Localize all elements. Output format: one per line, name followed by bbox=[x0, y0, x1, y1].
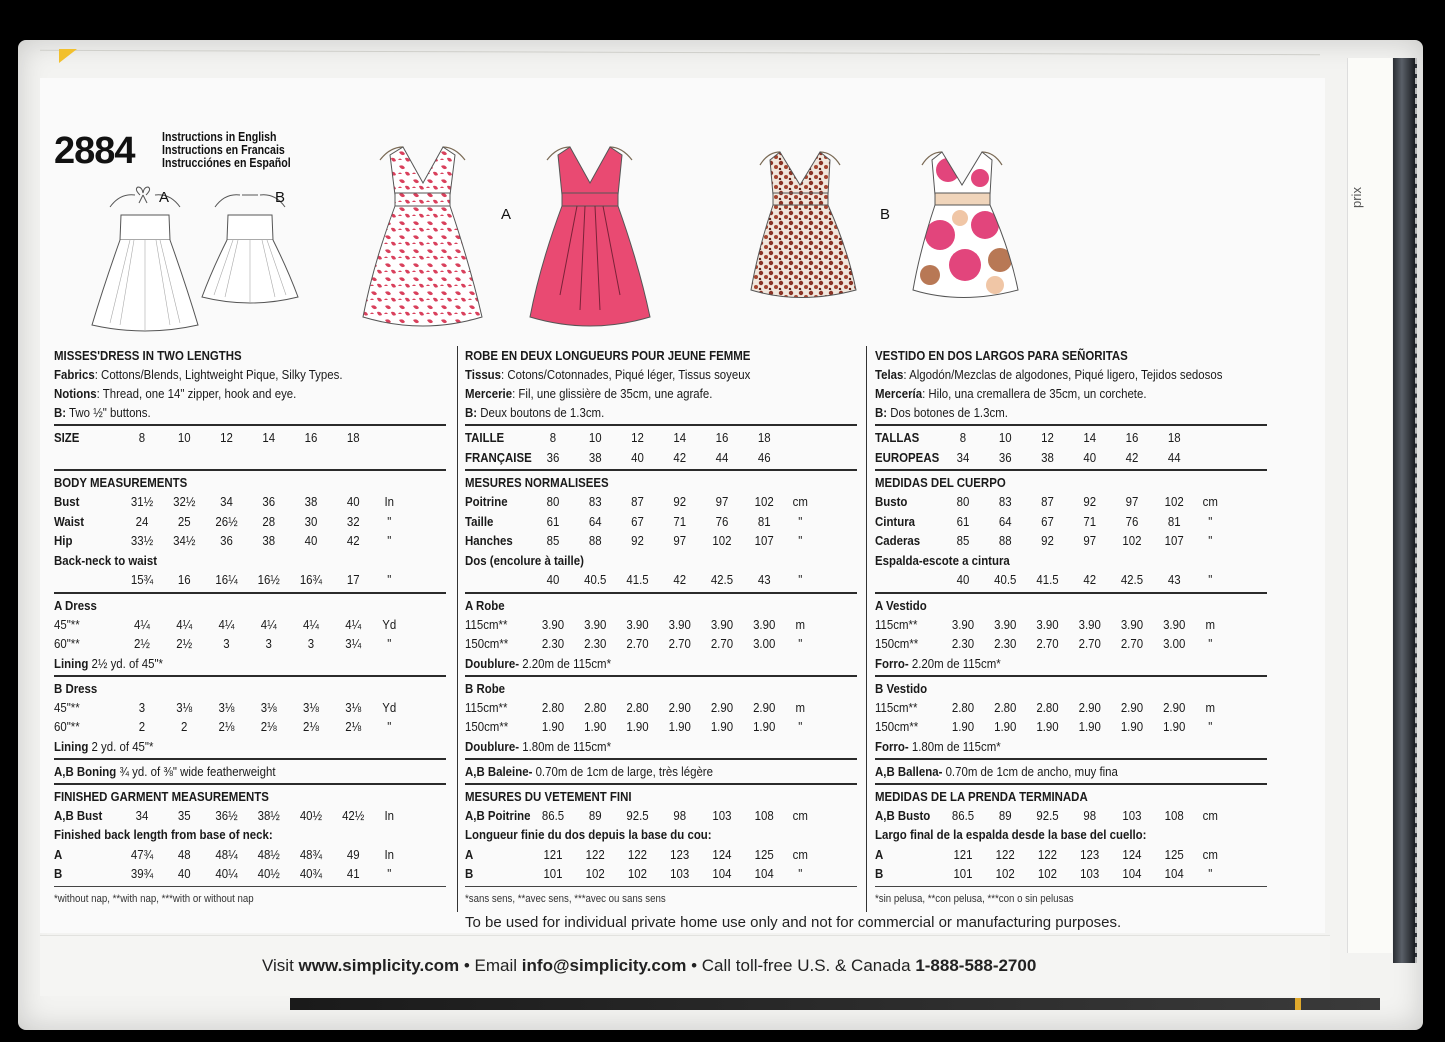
body-measurements-heading: MEDIDAS DEL CUERPO bbox=[875, 475, 1006, 490]
finished-length-row-a: A 121 122 122 123 124 125 cm bbox=[875, 846, 1218, 862]
back-length-row: 40 40.5 41.5 42 42.5 43 " bbox=[546, 572, 803, 587]
finished-length-label: Finished back length from base of neck: bbox=[54, 827, 273, 842]
envelope-dark-edge bbox=[1393, 58, 1417, 963]
bust-row: Bust 31½ 32½ 34 36 38 40 In bbox=[54, 494, 395, 509]
finished-length-row-a: A 121 122 122 123 124 125 cm bbox=[465, 846, 808, 862]
section-rule bbox=[465, 675, 857, 677]
back-length-label: Espalda-escote a cintura bbox=[875, 552, 1010, 568]
view-a-heading: A Dress bbox=[54, 597, 97, 613]
section-rule bbox=[54, 783, 446, 785]
view-b-notions-line: B: Deux boutons de 1.3cm. bbox=[465, 405, 605, 420]
view-a-yardage-row: 45"** 4¼ 4¼ 4¼ 4¼ 4¼ 4¼ Yd bbox=[54, 616, 397, 632]
view-a-yardage-row: 60"** 2½ 2½ 3 3 3 3¼ " bbox=[54, 636, 392, 651]
view-a-yardage-row: 150cm** 2.30 2.30 2.70 2.70 2.70 3.00 " bbox=[875, 636, 1213, 651]
size-row-spacer bbox=[54, 448, 446, 468]
price-label: prix bbox=[1349, 187, 1364, 208]
finished-length-row-b: B 39¾ 40 40¼ 40½ 40¾ 41 " bbox=[54, 866, 392, 881]
finished-bust-row: A,B Poitrine 86.5 89 92.5 98 103 108 cm bbox=[465, 807, 808, 823]
waist-row: Cintura 61 64 67 71 76 81 " bbox=[875, 513, 1213, 529]
section-rule bbox=[54, 758, 446, 760]
bust-row: Poitrine 80 83 87 92 97 102 cm bbox=[465, 494, 808, 509]
column-divider-2 bbox=[866, 346, 867, 912]
view-b-lining: Forro- 1.80m de 115cm* bbox=[875, 738, 1001, 754]
section-rule bbox=[465, 592, 857, 594]
view-b-notions-line: B: Two ½" buttons. bbox=[54, 405, 151, 420]
view-b-notions-line: B: Dos botones de 1.3cm. bbox=[875, 405, 1008, 420]
view-b-color-label: B bbox=[880, 206, 891, 223]
view-a-yardage-row: 150cm** 2.30 2.30 2.70 2.70 2.70 3.00 " bbox=[465, 636, 803, 651]
boning-line: A,B Boning ¾ yd. of ⅜" wide featherweight bbox=[54, 763, 276, 779]
view-b-large-floral-dress bbox=[910, 140, 1020, 305]
view-b-yardage-row: 150cm** 1.90 1.90 1.90 1.90 1.90 1.90 " bbox=[875, 719, 1213, 734]
section-rule bbox=[54, 675, 446, 677]
view-a-back-sketch bbox=[90, 185, 200, 335]
bust-row: Busto 80 83 87 92 97 102 cm bbox=[875, 494, 1218, 509]
view-a-lining: Forro- 2.20m de 115cm* bbox=[875, 655, 1001, 671]
finished-heading: MESURES DU VETEMENT FINI bbox=[465, 788, 632, 804]
column-divider-1 bbox=[457, 346, 458, 912]
view-a-heading: A Vestido bbox=[875, 597, 927, 613]
section-rule bbox=[875, 783, 1267, 785]
nap-footnote: *sin pelusa, **con pelusa, ***con o sin pelusas bbox=[875, 892, 1074, 905]
section-rule bbox=[465, 886, 857, 887]
hip-row: Hip 33½ 34½ 36 38 40 42 " bbox=[54, 533, 392, 548]
section-rule bbox=[465, 783, 857, 785]
section-rule bbox=[465, 758, 857, 760]
finished-length-label: Largo final de la espalda desde la base del cuello: bbox=[875, 827, 1147, 842]
yellow-tape-corner bbox=[59, 49, 77, 63]
instructions-english: Instructions in English bbox=[162, 130, 277, 144]
nap-footnote: *sans sens, **avec sens, ***avec ou sans sens bbox=[465, 892, 666, 905]
view-a-yardage-row: 115cm** 3.90 3.90 3.90 3.90 3.90 3.90 m bbox=[875, 616, 1216, 632]
email-link[interactable]: info@simplicity.com bbox=[521, 956, 687, 975]
section-rule bbox=[875, 886, 1267, 887]
tape-mark bbox=[1295, 998, 1301, 1010]
view-a-lining: Lining 2½ yd. of 45"* bbox=[54, 655, 163, 671]
section-rule bbox=[875, 469, 1267, 471]
waist-row: Taille 61 64 67 71 76 81 " bbox=[465, 513, 803, 529]
section-rule bbox=[54, 424, 446, 426]
section-rule bbox=[54, 469, 446, 471]
view-b-yardage-row: 45"** 3 3⅛ 3⅛ 3⅛ 3⅛ 3⅛ Yd bbox=[54, 699, 397, 715]
view-b-yardage-row: 150cm** 1.90 1.90 1.90 1.90 1.90 1.90 " bbox=[465, 719, 803, 734]
section-rule bbox=[875, 675, 1267, 677]
view-b-label: B bbox=[275, 189, 286, 206]
view-a-yardage-row: 115cm** 3.90 3.90 3.90 3.90 3.90 3.90 m bbox=[465, 616, 806, 632]
view-b-yardage-row: 115cm** 2.80 2.80 2.80 2.90 2.90 2.90 m bbox=[465, 699, 806, 715]
instruction-languages bbox=[162, 131, 291, 170]
fabrics-line: Tissus: Cotons/Cotonnades, Piqué léger, Tissus soyeux bbox=[465, 367, 751, 382]
view-a-label: A bbox=[159, 189, 170, 206]
view-b-leopard-dress bbox=[748, 140, 858, 305]
section-rule bbox=[875, 758, 1267, 760]
instructions-spanish: Instrucciónes en Español bbox=[162, 156, 291, 170]
view-b-heading: B Vestido bbox=[875, 680, 928, 696]
back-length-label: Dos (encolure à taille) bbox=[465, 552, 584, 568]
notions-line: Mercería: Hilo, una cremallera de 35cm, un corchete. bbox=[875, 386, 1147, 401]
fabrics-line: Telas: Algodón/Mezclas de algodones, Piqué ligero, Tejidos sedosos bbox=[875, 367, 1223, 382]
view-b-heading: B Robe bbox=[465, 680, 506, 696]
contact-line: Visit www.simplicity.com • Email info@simplicity.com • Call toll-free U.S. & Canada 1-888-588-2700 bbox=[262, 956, 1037, 975]
section-rule bbox=[465, 424, 857, 426]
view-b-yardage-row: 115cm** 2.80 2.80 2.80 2.90 2.90 2.90 m bbox=[875, 699, 1216, 715]
back-length-row: 15¾ 16 16¼ 16½ 16¾ 17 " bbox=[130, 572, 392, 587]
notions-line: Notions: Thread, one 14" zipper, hook and eye. bbox=[54, 386, 297, 401]
instructions-french: Instructions en Francais bbox=[162, 143, 285, 157]
column-spanish bbox=[875, 346, 1267, 908]
hip-row: Hanches 85 88 92 97 102 107 " bbox=[465, 533, 803, 548]
body-measurements-heading: BODY MEASUREMENTS bbox=[54, 475, 188, 490]
envelope-bottom-edge bbox=[290, 998, 1380, 1010]
view-a-lining: Doublure- 2.20m de 115cm* bbox=[465, 655, 612, 671]
european-size-row: FRANÇAISE 36 38 40 42 44 46 bbox=[465, 449, 771, 465]
view-a-heading: A Robe bbox=[465, 597, 505, 613]
fabrics-line: Fabrics: Cottons/Blends, Lightweight Pique, Silky Types. bbox=[54, 367, 343, 382]
website-link[interactable]: www.simplicity.com bbox=[298, 956, 460, 975]
size-row: SIZE 8 10 12 14 16 18 bbox=[54, 430, 360, 445]
section-rule bbox=[54, 592, 446, 594]
boning-line: A,B Baleine- 0.70m de 1cm de large, très légère bbox=[465, 763, 713, 779]
view-a-pink-dress bbox=[525, 135, 655, 330]
body-measurements-heading: MESURES NORMALISEES bbox=[465, 475, 609, 490]
column-english bbox=[54, 346, 446, 908]
view-b-yardage-row: 60"** 2 2 2⅛ 2⅛ 2⅛ 2⅛ " bbox=[54, 719, 392, 734]
pattern-number: 2884 bbox=[54, 130, 135, 172]
finished-bust-row: A,B Busto 86.5 89 92.5 98 103 108 cm bbox=[875, 807, 1218, 823]
section-rule bbox=[54, 886, 446, 887]
view-b-lining: Lining 2 yd. of 45"* bbox=[54, 738, 154, 754]
finished-length-row-a: A 47¾ 48 48¼ 48½ 48¾ 49 In bbox=[54, 846, 395, 862]
column-title: ROBE EN DEUX LONGUEURS POUR JEUNE FEMME bbox=[465, 348, 751, 363]
hip-row: Caderas 85 88 92 97 102 107 " bbox=[875, 533, 1213, 548]
section-rule bbox=[875, 424, 1267, 426]
phone-number: 1-888-588-2700 bbox=[915, 956, 1037, 975]
column-title: VESTIDO EN DOS LARGOS PARA SEÑORITAS bbox=[875, 348, 1128, 363]
nap-footnote: *without nap, **with nap, ***with or without nap bbox=[54, 892, 254, 905]
notions-line: Mercerie: Fil, une glissière de 35cm, une agrafe. bbox=[465, 386, 713, 401]
finished-bust-row: A,B Bust 34 35 36½ 38½ 40½ 42½ In bbox=[54, 807, 395, 823]
back-length-row: 40 40.5 41.5 42 42.5 43 " bbox=[956, 572, 1213, 587]
view-b-lining: Doublure- 1.80m de 115cm* bbox=[465, 738, 612, 754]
view-a-floral-dress bbox=[355, 135, 490, 330]
usage-disclaimer: To be used for individual private home use only and not for commercial or manufacturing purposes. bbox=[465, 914, 1122, 931]
back-length-label: Back-neck to waist bbox=[54, 552, 158, 568]
boning-line: A,B Ballena- 0.70m de 1cm de ancho, muy fina bbox=[875, 763, 1118, 779]
section-rule bbox=[465, 469, 857, 471]
finished-length-row-b: B 101 102 102 103 104 104 " bbox=[875, 866, 1213, 881]
finished-heading: FINISHED GARMENT MEASUREMENTS bbox=[54, 788, 269, 804]
finished-length-row-b: B 101 102 102 103 104 104 " bbox=[465, 866, 803, 881]
size-row: TAILLE 8 10 12 14 16 18 bbox=[465, 430, 771, 445]
finished-length-label: Longueur finie du dos depuis la base du cou: bbox=[465, 827, 712, 842]
finished-heading: MEDIDAS DE LA PRENDA TERMINADA bbox=[875, 788, 1088, 804]
view-a-color-label: A bbox=[501, 206, 512, 223]
european-size-row: EUROPEAS 34 36 38 40 42 44 bbox=[875, 449, 1181, 465]
size-row: TALLAS 8 10 12 14 16 18 bbox=[875, 430, 1181, 445]
column-french bbox=[465, 346, 857, 908]
view-b-heading: B Dress bbox=[54, 680, 98, 696]
section-rule bbox=[875, 592, 1267, 594]
column-title: MISSES'DRESS IN TWO LENGTHS bbox=[54, 348, 242, 363]
waist-row: Waist 24 25 26½ 28 30 32 " bbox=[54, 513, 392, 529]
